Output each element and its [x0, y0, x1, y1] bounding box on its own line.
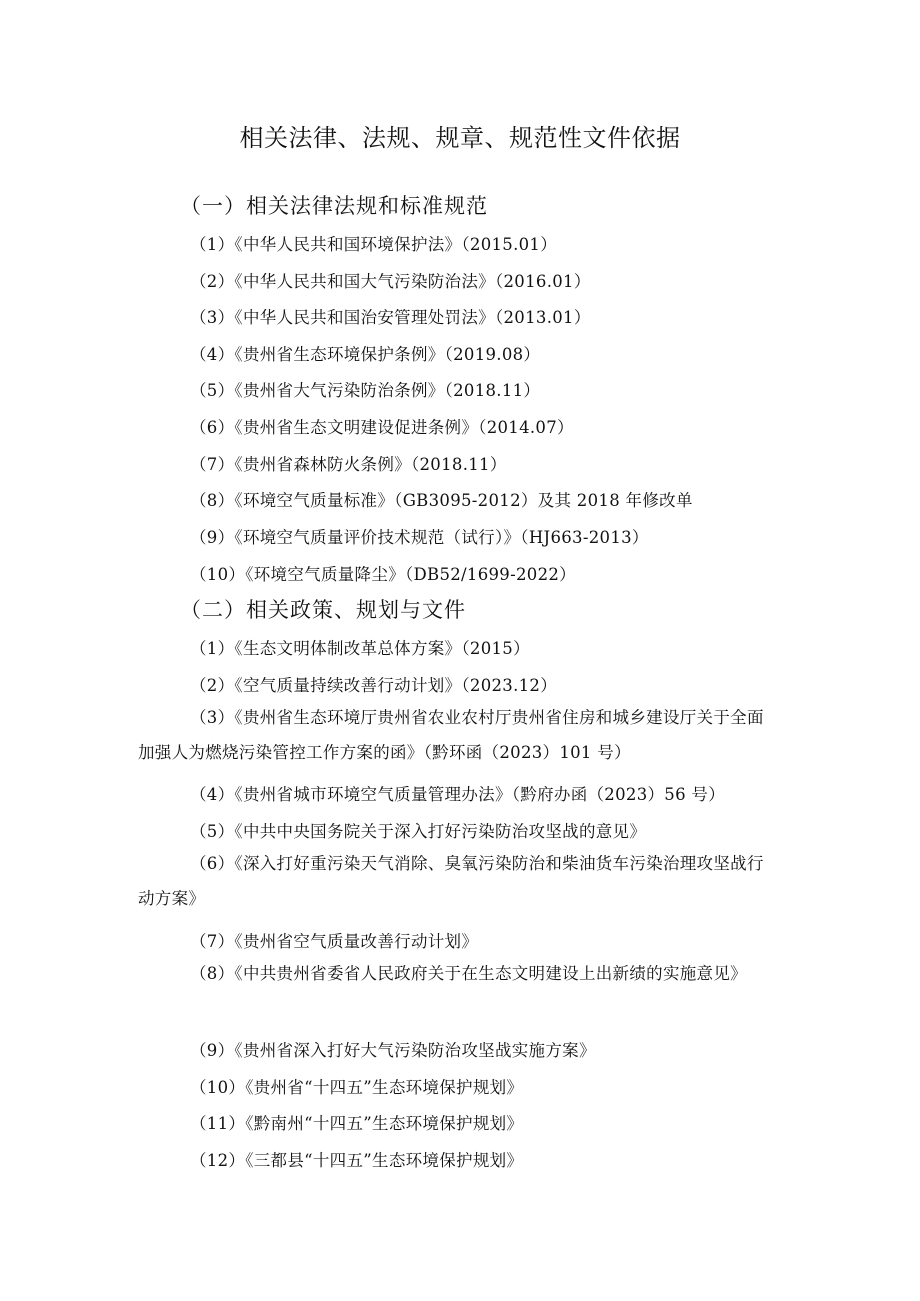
list-item: （1）《生态文明体制改革总体方案》（2015） — [190, 639, 530, 658]
list-item: （3）《贵州省生态环境厅贵州省农业农村厅贵州省住房和城乡建设厅关于全面加强人为燃烧污染管控工作方案的函》（黔环函（2023）101 号） — [138, 708, 764, 762]
list-item: （9）《环境空气质量评价技术规范（试行）》（HJ663-2013） — [190, 528, 649, 547]
list-item: （12）《三都县“十四五”生态环境保护规划》 — [190, 1151, 524, 1170]
list-item: （8）《中共贵州省委省人民政府关于在生态文明建设上出新绩的实施意见》 — [190, 964, 747, 983]
list-item: （10）《贵州省“十四五”生态环境保护规划》 — [190, 1078, 524, 1097]
list-item: （3）《中华人民共和国治安管理处罚法》（2013.01） — [190, 308, 591, 327]
list-item: （4）《贵州省城市环境空气质量管理办法》（黔府办函（2023）56 号） — [190, 785, 726, 804]
list-item: （9）《贵州省深入打好大气污染防治攻坚战实施方案》 — [190, 1041, 596, 1060]
list-item: （7）《贵州省空气质量改善行动计划》 — [190, 932, 479, 951]
section-heading-laws: （一）相关法律法规和标准规范 — [180, 194, 488, 218]
list-item: （2）《空气质量持续改善行动计划》（2023.12） — [190, 676, 558, 695]
list-item: （8）《环境空气质量标准》（GB3095-2012）及其 2018 年修改单 — [190, 491, 693, 510]
list-item: （5）《中共中央国务院关于深入打好污染防治攻坚战的意见》 — [190, 822, 647, 841]
list-item: （10）《环境空气质量降尘》（DB52/1699-2022） — [190, 565, 576, 584]
list-item: （2）《中华人民共和国大气污染防治法》（2016.01） — [190, 272, 591, 291]
list-item: （6）《深入打好重污染天气消除、臭氧污染防治和柴油货车污染治理攻坚战行动方案》 — [138, 854, 764, 908]
list-item: （6）《贵州省生态文明建设促进条例》（2014.07） — [190, 418, 574, 437]
list-item: （1）《中华人民共和国环境保护法》（2015.01） — [190, 235, 558, 254]
list-item: （11）《黔南州“十四五”生态环境保护规划》 — [190, 1114, 524, 1133]
document-title: 相关法律、法规、规章、规范性文件依据 — [239, 124, 681, 152]
section-heading-policies: （二）相关政策、规划与文件 — [180, 598, 466, 622]
list-item: （4）《贵州省生态环境保护条例》（2019.08） — [190, 345, 541, 364]
list-item: （7）《贵州省森林防火条例》（2018.11） — [190, 455, 507, 474]
list-item: （5）《贵州省大气污染防治条例》（2018.11） — [190, 381, 541, 400]
